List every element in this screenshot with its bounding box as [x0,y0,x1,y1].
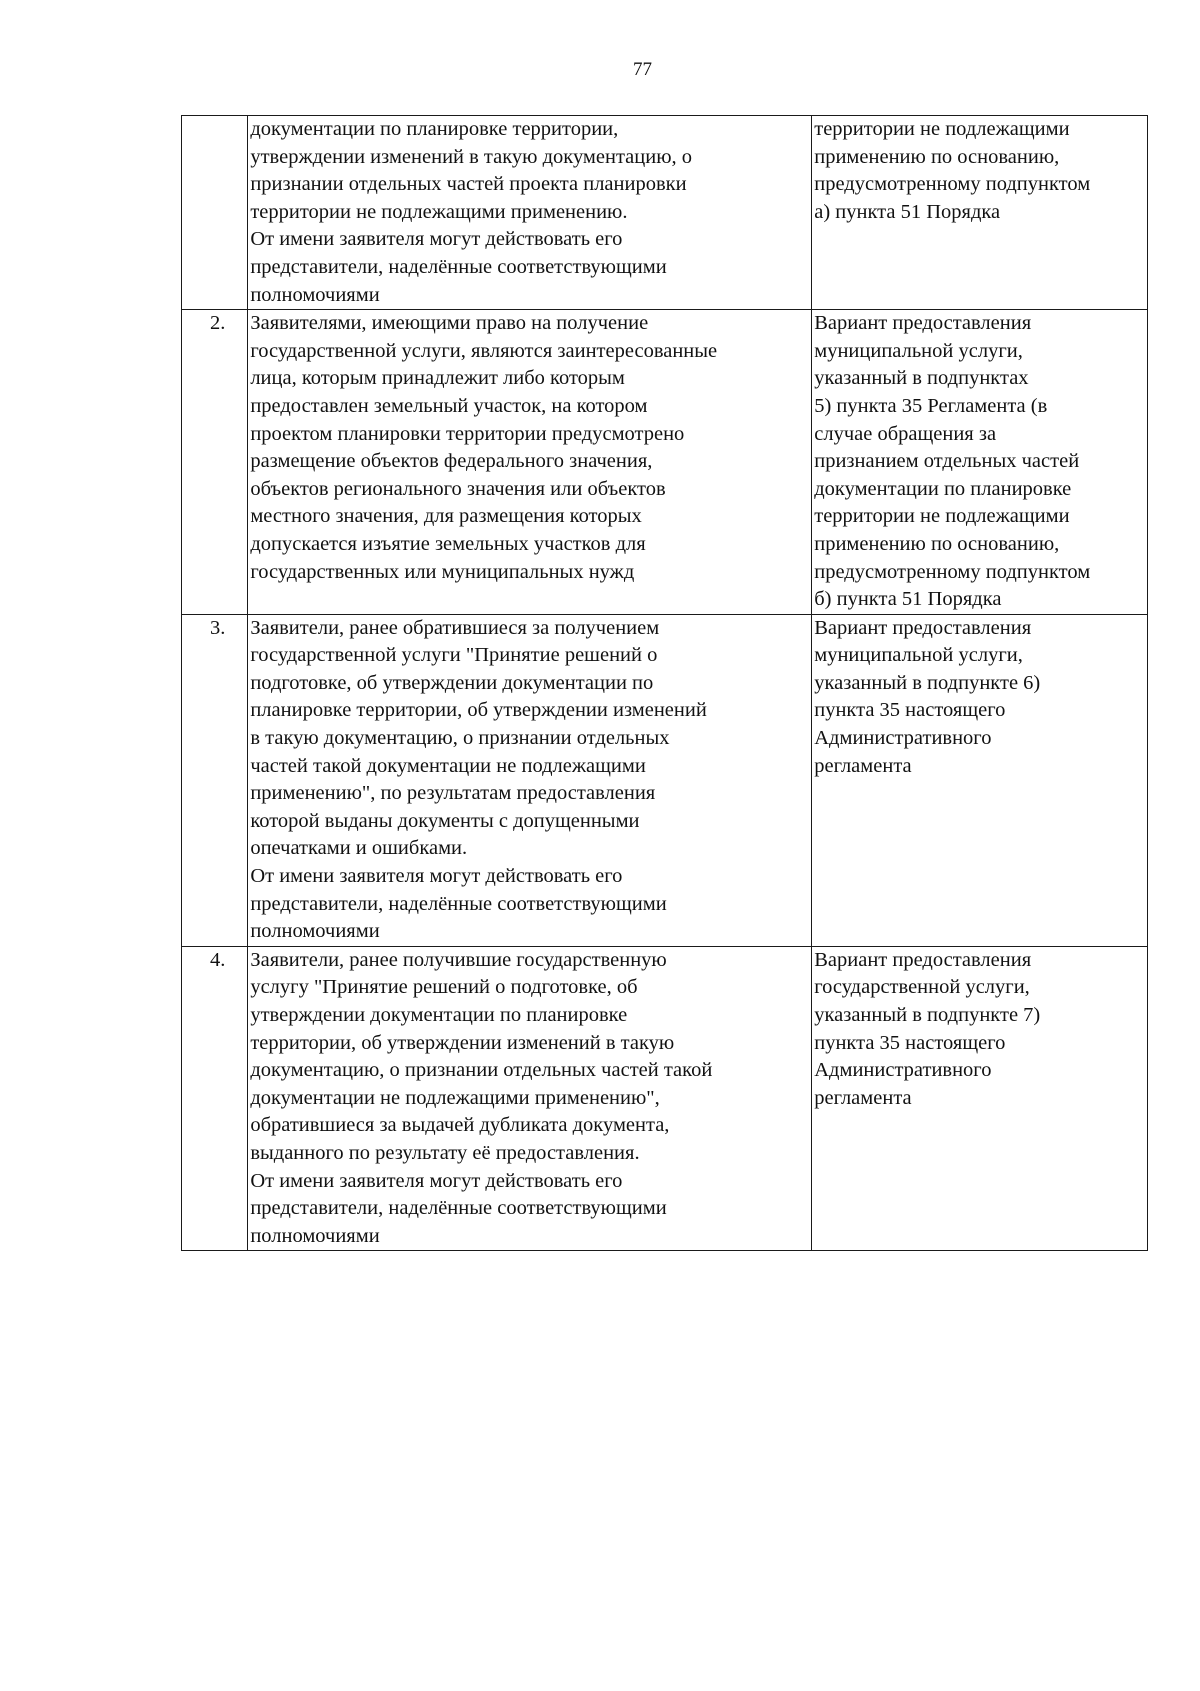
description-line: опечатками и ошибками. [250,837,468,860]
variant-line: указанный в подпункте 7) [814,1004,1041,1026]
description-line: Заявители, ранее обратившиеся за получением [250,616,660,639]
description-line: допускается изъятие земельных участков для [250,532,646,555]
description-line: лица, которым принадлежит либо которым [250,367,625,390]
description-line: государственных или муниципальных нужд [250,560,635,583]
description-line: утверждении изменений в такую документацию, о [250,145,693,168]
variant-line: а) пункта 51 Порядка [814,200,1001,223]
description-line: От имени заявителя могут действовать его [250,1169,623,1192]
description-line: представители, наделённые соответствующими [250,892,667,915]
variant-line: государственной услуги, [814,976,1030,999]
description-line: планировке территории, об утверждении изменений [250,699,707,722]
service-variant-cell [812,614,1148,946]
description-line: От имени заявителя могут действовать его [250,865,623,888]
description-line: От имени заявителя могут действовать его [250,228,623,251]
variant-line: территории не подлежащими [814,505,1070,528]
variant-line: муниципальной услуги, [814,339,1023,362]
variant-line: Административного [814,727,992,750]
description-line: предоставлен земельный участок, на котором [250,394,648,417]
variant-line: документации по планировке [814,477,1072,500]
description-line: документации не подлежащими применению", [250,1086,660,1109]
row-number: 3. [182,614,248,946]
description-line: проектом планировки территории предусмотрено [250,422,685,445]
description-line: выданного по результату её предоставления. [250,1141,640,1164]
description-line: территории, об утверждении изменений в такую [250,1031,675,1054]
description-line: признании отдельных частей проекта планировки [250,173,687,196]
table-row [182,614,1148,946]
description-line: документации по планировке территории, [250,118,619,140]
description-line: применению", по результатам предоставления [250,782,656,805]
variant-line: применению по основанию, [814,532,1060,555]
row-number [182,116,248,310]
table-row [182,310,1148,615]
variant-line: Вариант предоставления [814,616,1032,639]
description-line: утверждении документации по планировке [250,1004,628,1026]
applicant-description-cell [248,116,812,310]
description-line: услугу "Принятие решений о подготовке, об [250,976,638,999]
description-line: государственной услуги "Принятие решений о [250,644,658,667]
variant-line: б) пункта 51 Порядка [814,588,1002,611]
page-number: 77 [633,59,652,80]
variant-line: применению по основанию, [814,145,1060,168]
variant-line: пункта 35 настоящего [814,1031,1006,1054]
description-line: представители, наделённые соответствующими [250,1197,667,1220]
description-line: представители, наделённые соответствующими [250,255,667,278]
service-variant-cell [812,116,1148,310]
description-line: объектов регионального значения или объектов [250,477,666,500]
variant-line: муниципальной услуги, [814,644,1023,667]
description-line: полномочиями [250,920,380,943]
table-body [182,116,1148,1251]
variant-line: пункта 35 настоящего [814,699,1006,722]
description-line: Заявителями, имеющими право на получение [250,312,649,335]
table-row [182,946,1148,1251]
description-line: территории не подлежащими применению. [250,200,628,223]
description-line: частей такой документации не подлежащими [250,754,646,777]
row-number: 2. [182,310,248,615]
variant-line: предусмотренному подпунктом [814,560,1091,583]
description-line: размещение объектов федерального значения, [250,450,653,473]
variant-line: указанный в подпункте 6) [814,671,1041,694]
variant-line: случае обращения за [814,422,997,445]
variant-line: предусмотренному подпунктом [814,173,1091,196]
variant-line: указанный в подпунктах [814,367,1029,390]
description-line: полномочиями [250,283,380,306]
service-variant-cell [812,310,1148,615]
variant-line: признанием отдельных частей [814,450,1080,473]
description-line: полномочиями [250,1224,380,1247]
variant-line: регламента [814,754,912,777]
description-line: Заявители, ранее получившие государственную [250,948,667,971]
applicant-description-cell [248,946,812,1251]
variant-line: Вариант предоставления [814,312,1032,335]
description-line: местного значения, для размещения которых [250,505,642,528]
table-row [182,116,1148,310]
applicants-table [181,115,1148,1251]
description-line: которой выданы документы с допущенными [250,809,640,832]
variant-line: Административного [814,1059,992,1082]
description-line: документацию, о признании отдельных частей такой [250,1059,713,1082]
row-number: 4. [182,946,248,1251]
description-line: обратившиеся за выдачей дубликата документа, [250,1114,670,1137]
variant-line: 5) пункта 35 Регламента (в [814,394,1048,417]
description-line: подготовке, об утверждении документации по [250,671,654,694]
service-variant-cell [812,946,1148,1251]
variant-line: территории не подлежащими [814,118,1070,140]
description-line: государственной услуги, являются заинтересованные [250,339,718,362]
applicant-description-cell [248,310,812,615]
applicant-description-cell [248,614,812,946]
description-line: в такую документацию, о признании отдельных [250,727,670,750]
variant-line: регламента [814,1086,912,1109]
variant-line: Вариант предоставления [814,948,1032,971]
